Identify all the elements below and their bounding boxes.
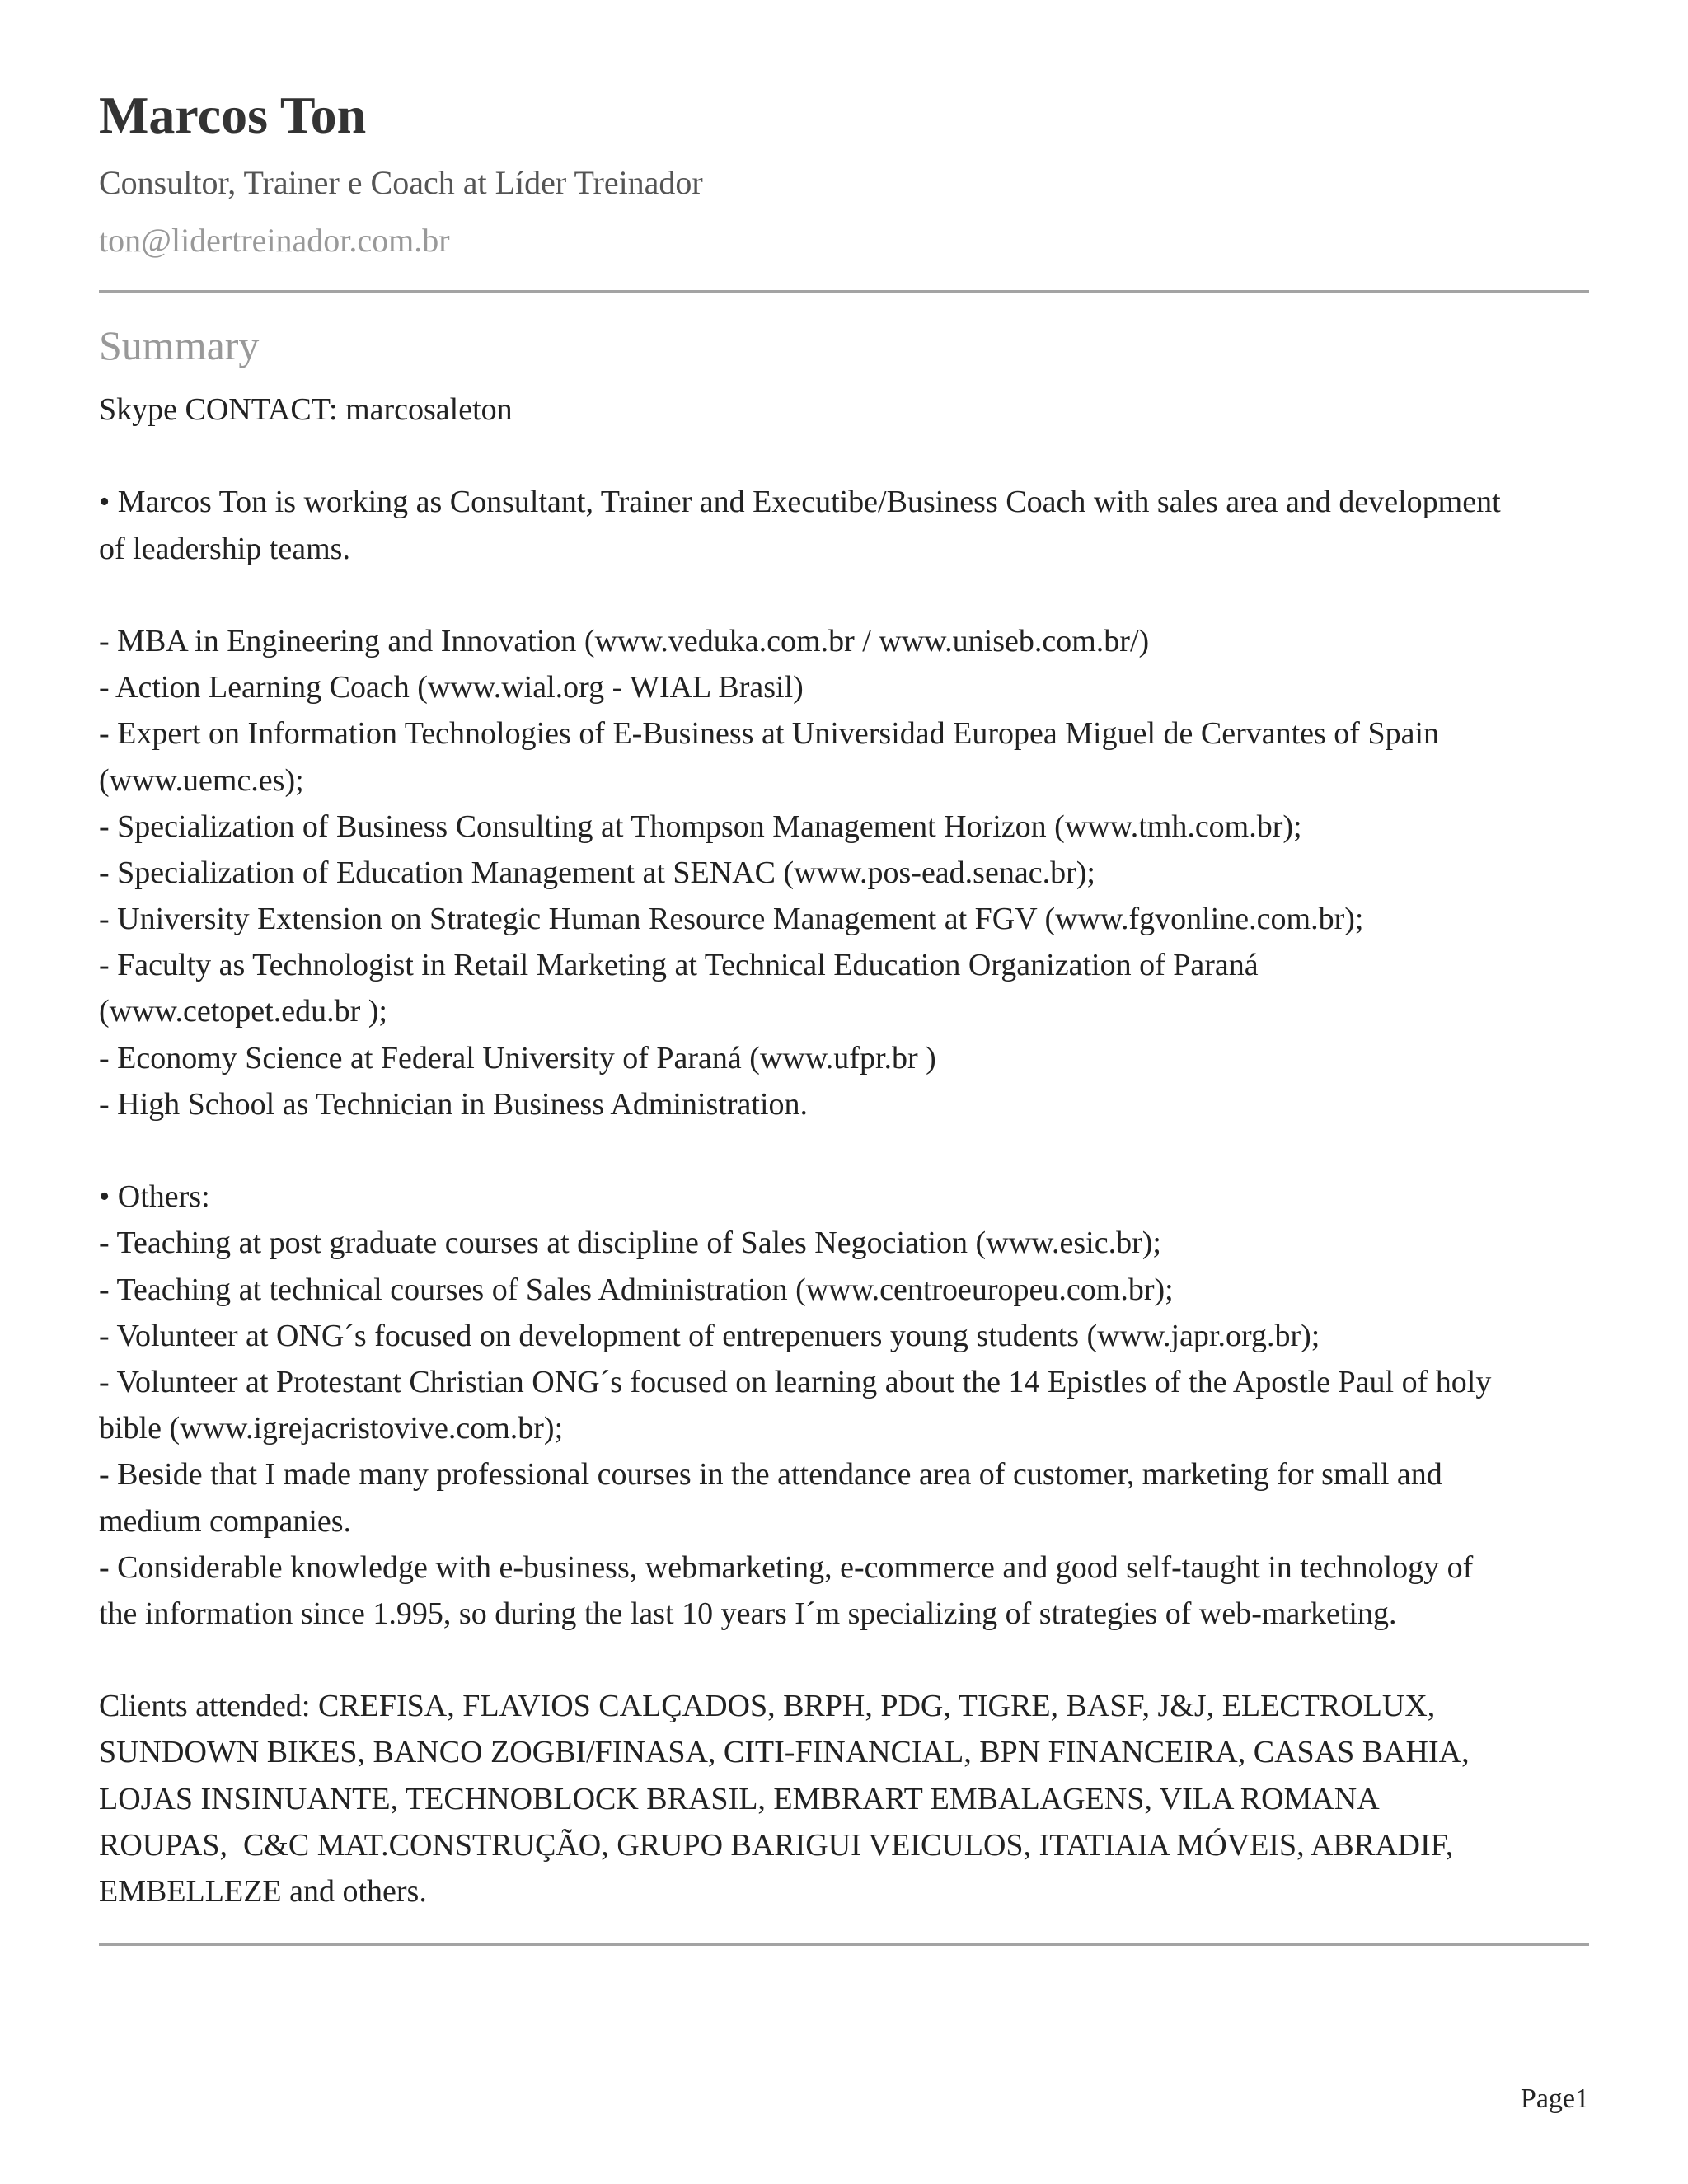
summary-line: - Faculty as Technologist in Retail Marketing at Technical Education Organization of Paraná (99, 948, 1259, 983)
summary-divider (99, 1943, 1589, 1946)
summary-line: - MBA in Engineering and Innovation (www.veduka.com.br / www.uniseb.com.br/) (99, 623, 1150, 658)
summary-line: - Considerable knowledge with e-business, webmarketing, e-commerce and good self-taught in technology of (99, 1549, 1474, 1585)
summary-line: - Volunteer at ONG´s focused on development of entrepenuers young students (www.japr.org.br); (99, 1318, 1320, 1353)
summary-line: • Others: (99, 1179, 210, 1215)
summary-blank-line (99, 433, 1589, 479)
summary-line: - High School as Technician in Business Administration. (99, 1086, 809, 1122)
summary-line: - Teaching at technical courses of Sales Administration (www.centroeuropeu.com.br); (99, 1272, 1174, 1307)
header-divider (99, 290, 1589, 293)
summary-line: bible (www.igrejacristovive.com.br); (99, 1411, 564, 1446)
summary-line: ROUPAS, C&C MAT.CONSTRUÇÃO, GRUPO BARIGUI VEICULOS, ITATIAIA MÓVEIS, ABRADIF, (99, 1827, 1454, 1863)
summary-line: - Volunteer at Protestant Christian ONG´s focused on learning about the 14 Epistles of the Apostle Paul of holy (99, 1364, 1492, 1399)
summary-line: - Beside that I made many professional courses in the attendance area of customer, marketing for small and (99, 1457, 1442, 1493)
summary-line: SUNDOWN BIKES, BANCO ZOGBI/FINASA, CITI-FINANCIAL, BPN FINANCEIRA, CASAS BAHIA, (99, 1735, 1470, 1770)
summary-line: - Economy Science at Federal University of Paraná (www.ufpr.br ) (99, 1040, 936, 1076)
summary-blank-line (99, 1127, 1589, 1174)
summary-line: • Marcos Ton is working as Consultant, Trainer and Executibe/Business Coach with sales area and development (99, 485, 1501, 520)
summary-line: - Specialization of Education Management at SENAC (www.pos-ead.senac.br); (99, 855, 1095, 890)
summary-blank-line (99, 1637, 1589, 1683)
summary-line: - Expert on Information Technologies of E-Business at Universidad Europea Miguel de Cervantes of Spain (99, 716, 1440, 752)
person-email: ton@lidertreinador.com.br (99, 222, 450, 259)
summary-line: - Teaching at post graduate courses at discipline of Sales Negociation (www.esic.br); (99, 1226, 1161, 1261)
summary-line: EMBELLEZE and others. (99, 1874, 427, 1909)
summary-blank-line (99, 572, 1589, 618)
summary-line: the information since 1.995, so during the last 10 years I´m specializing of strategies of web-marketing. (99, 1596, 1397, 1631)
summary-line: (www.uemc.es); (99, 762, 304, 798)
person-name: Marcos Ton (99, 86, 367, 144)
summary-line: - Specialization of Business Consulting at Thompson Management Horizon (www.tmh.com.br); (99, 808, 1302, 844)
page-number: Page1 (1520, 2083, 1589, 2114)
summary-line: medium companies. (99, 1503, 352, 1539)
summary-line: - Action Learning Coach (www.wial.org - WIAL Brasil) (99, 670, 804, 705)
summary-line: - University Extension on Strategic Human Resource Management at FGV (www.fgvonline.com.br); (99, 902, 1364, 937)
summary-line: LOJAS INSINUANTE, TECHNOBLOCK BRASIL, EMBRART EMBALAGENS, VILA ROMANA (99, 1781, 1380, 1816)
person-headline: Consultor, Trainer e Coach at Líder Treinador (99, 164, 703, 201)
summary-line: of leadership teams. (99, 531, 350, 566)
summary-line: Skype CONTACT: marcosaleton (99, 392, 513, 427)
summary-title: Summary (99, 322, 260, 368)
summary-line: Clients attended: CREFISA, FLAVIOS CALÇADOS, BRPH, PDG, TIGRE, BASF, J&J, ELECTROLUX, (99, 1689, 1436, 1724)
summary-body (99, 387, 1589, 1915)
summary-line: (www.cetopet.edu.br ); (99, 994, 387, 1029)
